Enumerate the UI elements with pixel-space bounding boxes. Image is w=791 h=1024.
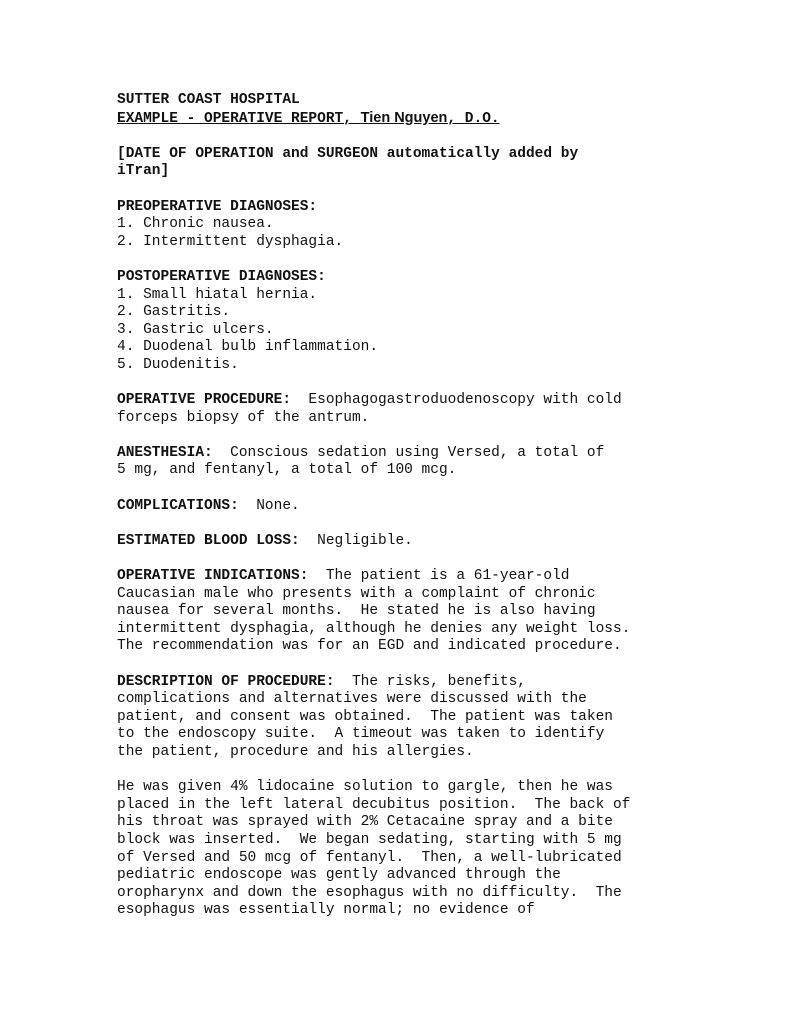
list-item: 1. Small hiatal hernia. <box>117 286 318 303</box>
complications-value: None. <box>238 497 300 514</box>
indications-line-1 <box>117 568 677 586</box>
description-line: to the endoscopy suite. A timeout was taken to identify <box>117 726 605 743</box>
body-line: esophagus was essentially normal; no evidence of <box>117 902 535 919</box>
body-line: his throat was sprayed with 2% Cetacaine spray and a bite <box>117 814 613 831</box>
description-line: the patient, procedure and his allergies. <box>117 743 474 760</box>
body-line: block was inserted. We began sedating, starting with 5 mg <box>117 831 622 848</box>
hospital-name: SUTTER COAST HOSPITAL <box>117 92 300 108</box>
description-label: DESCRIPTION OF PROCEDURE: <box>117 673 335 690</box>
report-title-prefix: EXAMPLE - OPERATIVE REPORT, <box>117 110 361 127</box>
description-text: The risks, benefits, <box>334 673 526 690</box>
indications-label: OPERATIVE INDICATIONS: <box>117 568 309 585</box>
postoperative-heading: POSTOPERATIVE DIAGNOSES: <box>117 268 326 285</box>
auto-note-line-2: iTran] <box>117 163 170 180</box>
list-item: 5. Duodenitis. <box>117 356 239 373</box>
list-item: 2. Intermittent dysphagia. <box>117 233 344 250</box>
list-item: 2. Gastritis. <box>117 304 231 321</box>
indications-text: The patient is a 61-year-old <box>308 568 570 585</box>
body-line: of Versed and 50 mcg of fentanyl. Then, a well-lubricated <box>117 849 622 866</box>
body-line: placed in the left lateral decubitus position. The back of <box>117 796 631 813</box>
indications-line: intermittent dysphagia, although he denies any weight loss. <box>117 620 631 637</box>
anesthesia-text: Conscious sedation using Versed, a total of <box>212 444 605 461</box>
anesthesia-line-1 <box>117 445 677 463</box>
description-line: complications and alternatives were discussed with the <box>117 691 587 708</box>
procedure-label: OPERATIVE PROCEDURE: <box>117 392 292 409</box>
blood-loss-value: Negligible. <box>299 532 413 549</box>
preoperative-heading: PREOPERATIVE DIAGNOSES: <box>117 198 318 215</box>
anesthesia-label: ANESTHESIA: <box>117 444 213 461</box>
indications-line: nausea for several months. He stated he is also having <box>117 603 596 620</box>
list-item: 1. Chronic nausea. <box>117 216 274 233</box>
procedure-line-1 <box>117 392 677 410</box>
indications-line: The recommendation was for an EGD and indicated procedure. <box>117 638 622 655</box>
surgeon-suffix: , D.O. <box>447 110 500 127</box>
blood-loss-label: ESTIMATED BLOOD LOSS: <box>117 532 300 549</box>
description-line: patient, and consent was obtained. The patient was taken <box>117 708 613 725</box>
body-line: He was given 4% lidocaine solution to gargle, then he was <box>117 779 613 796</box>
description-line-1 <box>117 674 677 692</box>
blood-loss-line <box>117 533 677 551</box>
procedure-text: Esophagogastroduodenoscopy with cold <box>291 392 622 409</box>
postoperative-list <box>117 287 677 375</box>
report-title <box>117 110 677 129</box>
body-line: oropharynx and down the esophagus with no difficulty. The <box>117 884 622 901</box>
preoperative-list <box>117 216 677 251</box>
complications-line <box>117 498 677 516</box>
body-line: pediatric endoscope was gently advanced through the <box>117 867 561 884</box>
indications-line: Caucasian male who presents with a complaint of chronic <box>117 585 596 602</box>
anesthesia-line-2: 5 mg, and fentanyl, a total of 100 mcg. <box>117 462 457 479</box>
complications-label: COMPLICATIONS: <box>117 497 239 514</box>
auto-note-line-1: [DATE OF OPERATION and SURGEON automatically added by <box>117 145 579 162</box>
procedure-line-2: forceps biopsy of the antrum. <box>117 409 370 426</box>
document-page <box>117 92 677 920</box>
list-item: 3. Gastric ulcers. <box>117 321 274 338</box>
list-item: 4. Duodenal bulb inflammation. <box>117 339 379 356</box>
surgeon-name: Tien Nguyen <box>360 109 448 126</box>
